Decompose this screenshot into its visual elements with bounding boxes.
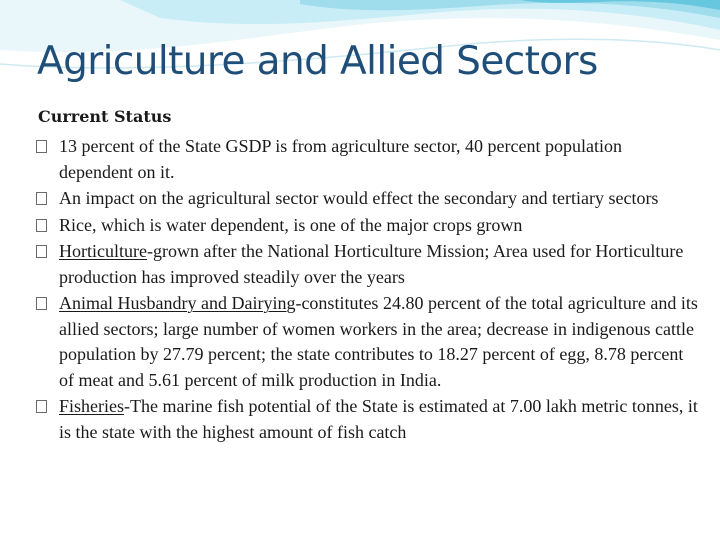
bullet-heading: Horticulture [59, 241, 147, 261]
section-subtitle: Current Status [38, 107, 172, 126]
bullet-heading: Animal Husbandry and Dairying [59, 293, 296, 313]
bullet-heading: Fisheries [59, 396, 124, 416]
list-item [36, 291, 700, 393]
list-item [36, 134, 700, 185]
bullet-text: An impact on the agricultural sector would effect the secondary and tertiary sectors [59, 188, 659, 208]
square-bullet-icon [36, 400, 47, 413]
square-bullet-icon [36, 297, 47, 310]
bullet-list [36, 134, 700, 446]
square-bullet-icon [36, 140, 47, 153]
list-item [36, 213, 700, 239]
list-item [36, 394, 700, 445]
square-bullet-icon [36, 245, 47, 258]
list-item [36, 186, 700, 212]
square-bullet-icon [36, 192, 47, 205]
bullet-text: 13 percent of the State GSDP is from agriculture sector, 40 percent population dependent on it. [59, 136, 622, 182]
bullet-text: -grown after the National Horticulture Mission; Area used for Horticulture production has improved steadily over the years [59, 241, 684, 287]
list-item [36, 239, 700, 290]
square-bullet-icon [36, 219, 47, 232]
page-title: Agriculture and Allied Sectors [37, 39, 598, 84]
bullet-text: -constitutes 24.80 percent of the total agriculture and its allied sectors; large number of women workers in the area; decrease in indigenous cattle population by 27.79 percent; the state contributes to 18.27 percent of egg, 8.78 percent of meat and 5.61 percent of milk production in India. [59, 293, 698, 390]
bullet-text: Rice, which is water dependent, is one of the major crops grown [59, 214, 523, 235]
bullet-text: -The marine fish potential of the State is estimated at 7.00 lakh metric tonnes, it is the state with the highest amount of fish catch [59, 396, 698, 442]
